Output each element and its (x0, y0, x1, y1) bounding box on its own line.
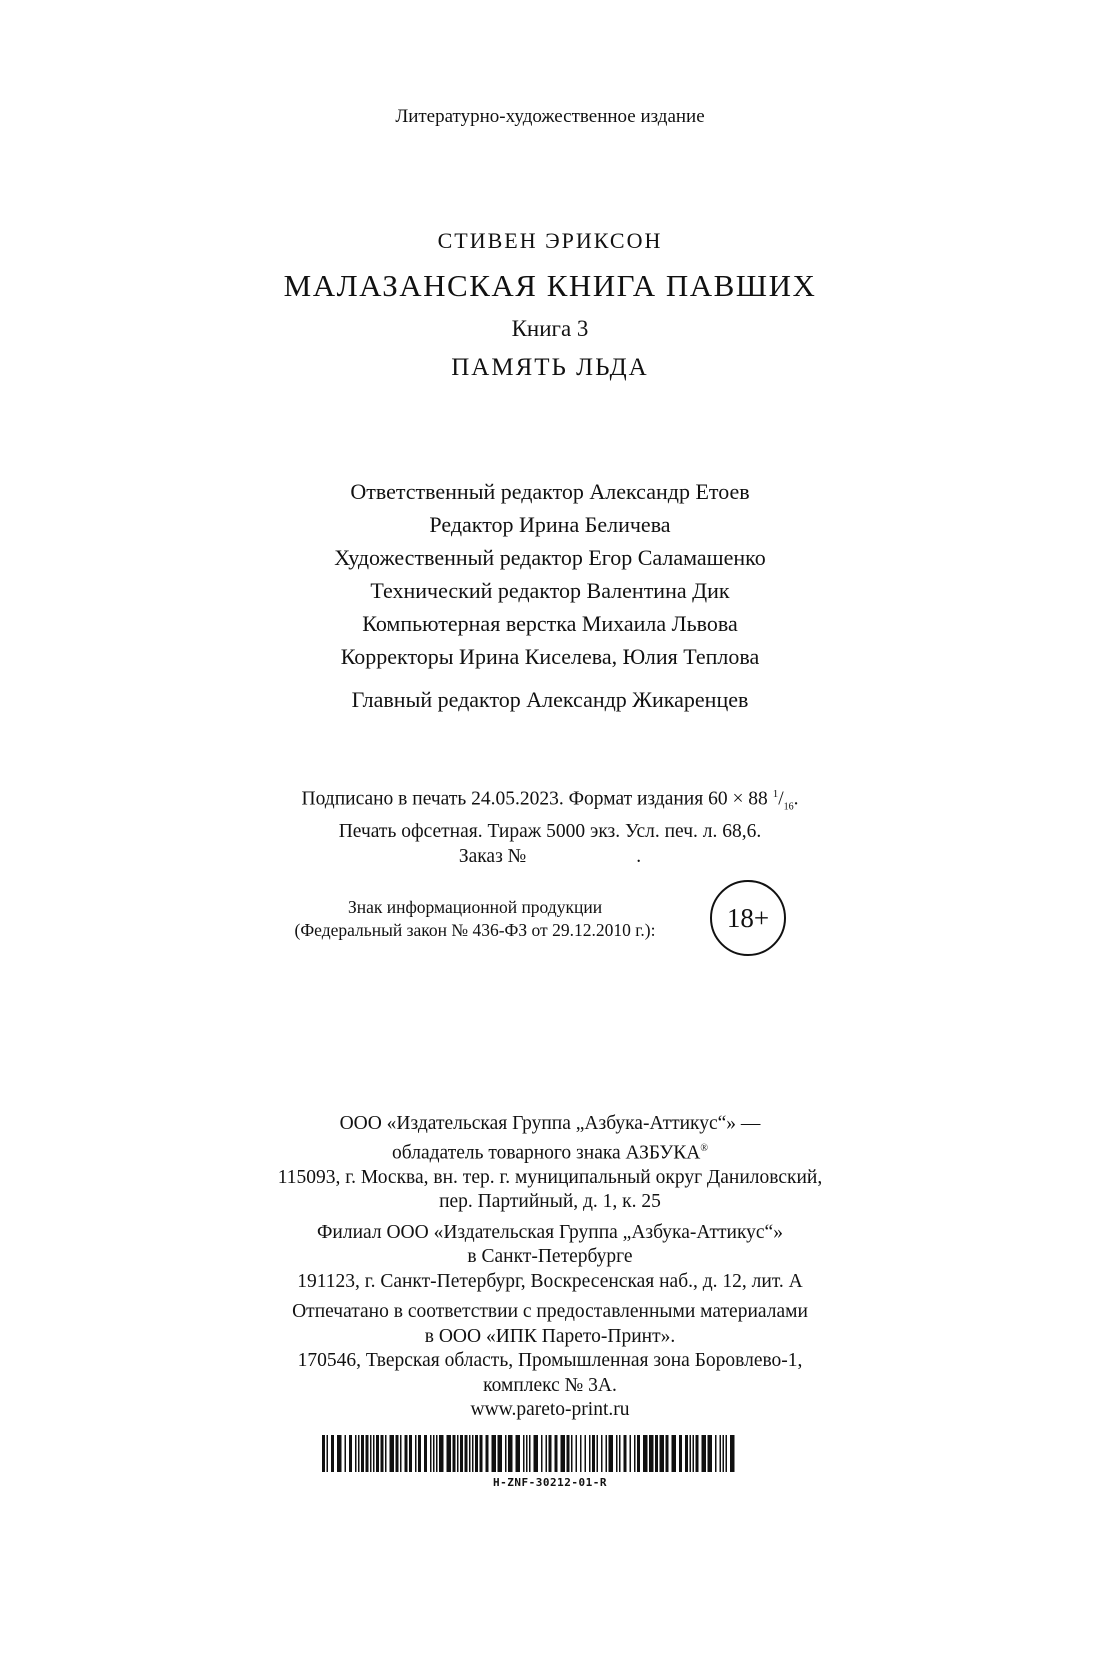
barcode-bar (649, 1435, 654, 1472)
barcode-bar (370, 1435, 372, 1472)
print-info-line2: Печать офсетная. Тираж 5000 экз. Усл. печ. л. 68,6. (338, 821, 762, 843)
barcode-bar (555, 1435, 558, 1472)
barcode-bar (366, 1435, 369, 1472)
barcode-bar (534, 1435, 539, 1472)
barcode-bar (708, 1435, 713, 1472)
barcode-bar (655, 1435, 658, 1472)
registered-mark: ® (700, 1142, 708, 1154)
branch-line: в Санкт-Петербурге (467, 1246, 633, 1267)
barcode-bar (616, 1435, 618, 1472)
barcode-bar (666, 1435, 669, 1472)
barcode-bar (601, 1435, 603, 1472)
barcode-bar (498, 1435, 503, 1472)
publisher-line (0, 1137, 1100, 1166)
order-end: . (636, 846, 642, 868)
info-sign-text (240, 896, 710, 942)
barcode-bar (637, 1435, 640, 1472)
printer-line: 170546, Тверская область, Промышленная зона Боровлево-1, (297, 1350, 803, 1371)
edition-type: Литературно-художественное издание (395, 106, 705, 127)
series-title: МАЛАЗАНСКАЯ КНИГА ПАВШИХ (283, 268, 817, 303)
branch-line: 191123, г. Санкт-Петербург, Воскресенская наб., д. 12, лит. А (297, 1270, 803, 1292)
info-sign-line1: Знак информационной продукции (347, 897, 603, 917)
credit-line: Корректоры Ирина Киселева, Юлия Теплова (340, 644, 760, 669)
barcode-bar (390, 1435, 395, 1472)
barcode-bar (453, 1435, 456, 1472)
barcode-bar (508, 1435, 513, 1472)
barcode-bar (643, 1435, 648, 1472)
barcode-bar (415, 1435, 417, 1472)
barcode-bar (355, 1435, 357, 1472)
barcode-bar (469, 1435, 471, 1472)
barcode-bar (457, 1435, 459, 1472)
print-info (0, 782, 1100, 869)
credit-line: Технический редактор Валентина Дик (370, 578, 730, 603)
credits-list (0, 475, 1100, 673)
publisher-info (0, 1112, 1100, 1423)
barcode-bar (331, 1435, 334, 1472)
barcode-bar (361, 1435, 364, 1472)
barcode-bar (480, 1435, 483, 1472)
barcode-bar (619, 1435, 621, 1472)
barcode-bar (486, 1435, 489, 1472)
book-number: Книга 3 (511, 316, 589, 341)
barcode-bar (592, 1435, 595, 1472)
barcode-bar (723, 1435, 725, 1472)
barcode-bar (492, 1435, 497, 1472)
publisher-line: 115093, г. Москва, вн. тер. г. муниципальный округ Даниловский, (277, 1166, 823, 1188)
barcode-bar (439, 1435, 444, 1472)
barcode-bar (585, 1435, 587, 1472)
print-format-text: Подписано в печать 24.05.2023. Формат издания 60 × 88 (301, 788, 773, 810)
printer-url: www.pareto-print.ru (470, 1399, 630, 1420)
barcode-bar (475, 1435, 478, 1472)
barcode-bar (597, 1435, 599, 1472)
credit-line: Компьютерная верстка Михаила Львова (362, 611, 738, 636)
barcode-bar (679, 1435, 682, 1472)
barcode-bar (373, 1435, 375, 1472)
barcode-bar (660, 1435, 665, 1472)
format-numerator: 1 (772, 788, 779, 800)
barcode-bar (546, 1435, 548, 1472)
barcode-bar (385, 1435, 387, 1472)
info-sign-line2: (Федеральный закон № 436-ФЗ от 29.12.2010 г.): (294, 920, 656, 940)
barcode-bar (436, 1435, 438, 1472)
barcode-bar (549, 1435, 552, 1472)
barcode-bar (726, 1435, 728, 1472)
barcode-bar (672, 1435, 677, 1472)
barcode-bar (400, 1435, 402, 1472)
barcode-bar (609, 1435, 614, 1472)
barcode-bar (696, 1435, 699, 1472)
barcode-bar (424, 1435, 427, 1472)
credit-line: Художественный редактор Егор Саламашенко (334, 545, 766, 570)
barcode-bar (715, 1435, 717, 1472)
barcode-bar (589, 1435, 591, 1472)
barcode-bar (430, 1435, 432, 1472)
barcode-bar (447, 1435, 452, 1472)
barcode-bar (433, 1435, 435, 1472)
publisher-line: ООО «Издательская Группа „Азбука-Аттикус“» — (339, 1113, 761, 1134)
barcode-bar (630, 1435, 632, 1472)
barcode-bar (541, 1435, 543, 1472)
print-info-line1 (0, 782, 1100, 819)
barcode-bar (580, 1435, 582, 1472)
trademark-holder: обладатель товарного знака АЗБУКА (392, 1142, 701, 1163)
barcode-bar (529, 1435, 531, 1472)
barcode-bar (418, 1435, 421, 1472)
barcode-bar (337, 1435, 342, 1472)
barcode-bar (624, 1435, 627, 1472)
barcode-bar (396, 1435, 399, 1472)
barcode-bar (472, 1435, 474, 1472)
barcode-image (320, 1435, 740, 1472)
barcode-bar (634, 1435, 636, 1472)
barcode-bar (720, 1435, 722, 1472)
barcode-code: H-ZNF-30212-01-R (493, 1476, 607, 1489)
format-slash: / (778, 788, 784, 810)
barcode-bar (409, 1435, 412, 1472)
format-end: . (793, 788, 799, 810)
barcode-bar (561, 1435, 566, 1472)
barcode-bar (465, 1435, 468, 1472)
barcode-bar (322, 1435, 325, 1472)
barcode-bar (606, 1435, 608, 1472)
barcode-bar (693, 1435, 695, 1472)
barcode-bar (526, 1435, 528, 1472)
order-line (0, 844, 1100, 869)
barcode-bar (571, 1435, 573, 1472)
barcode-bar (349, 1435, 352, 1472)
printer-line: Отпечатано в соответствии с предоставленными материалами (292, 1301, 808, 1322)
barcode-bar (358, 1435, 360, 1472)
credit-line: Редактор Ирина Беличева (429, 512, 671, 537)
barcode-bar (730, 1435, 735, 1472)
age-rating-badge: 18+ (710, 880, 786, 956)
barcode-bar (516, 1435, 521, 1472)
barcode-bar (690, 1435, 692, 1472)
printer-line: в ООО «ИПК Парето-Принт». (424, 1325, 676, 1347)
barcode-bar (505, 1435, 507, 1472)
barcode-bar (576, 1435, 578, 1472)
barcode-bar (327, 1435, 329, 1472)
book-title: ПАМЯТЬ ЛЬДА (451, 354, 649, 381)
credit-line: Ответственный редактор Александр Етоев (350, 479, 750, 504)
barcode-bar (702, 1435, 707, 1472)
barcode-bar (685, 1435, 688, 1472)
barcode-bar (345, 1435, 347, 1472)
chief-editor: Главный редактор Александр Жикаренцев (351, 687, 749, 712)
barcode-bar (381, 1435, 384, 1472)
barcode-bar (376, 1435, 379, 1472)
author-name: СТИВЕН ЭРИКСОН (437, 228, 663, 253)
order-label: Заказ № (458, 846, 527, 868)
branch-line: Филиал ООО «Издательская Группа „Азбука-Аттикус“» (317, 1221, 783, 1243)
barcode-bar (523, 1435, 525, 1472)
format-denominator: 16 (783, 801, 794, 813)
barcode-bar (460, 1435, 463, 1472)
publisher-line: пер. Партийный, д. 1, к. 25 (439, 1191, 661, 1212)
barcode-bar (567, 1435, 570, 1472)
printer-line: комплекс № 3А. (483, 1374, 617, 1396)
barcode-bar (405, 1435, 408, 1472)
